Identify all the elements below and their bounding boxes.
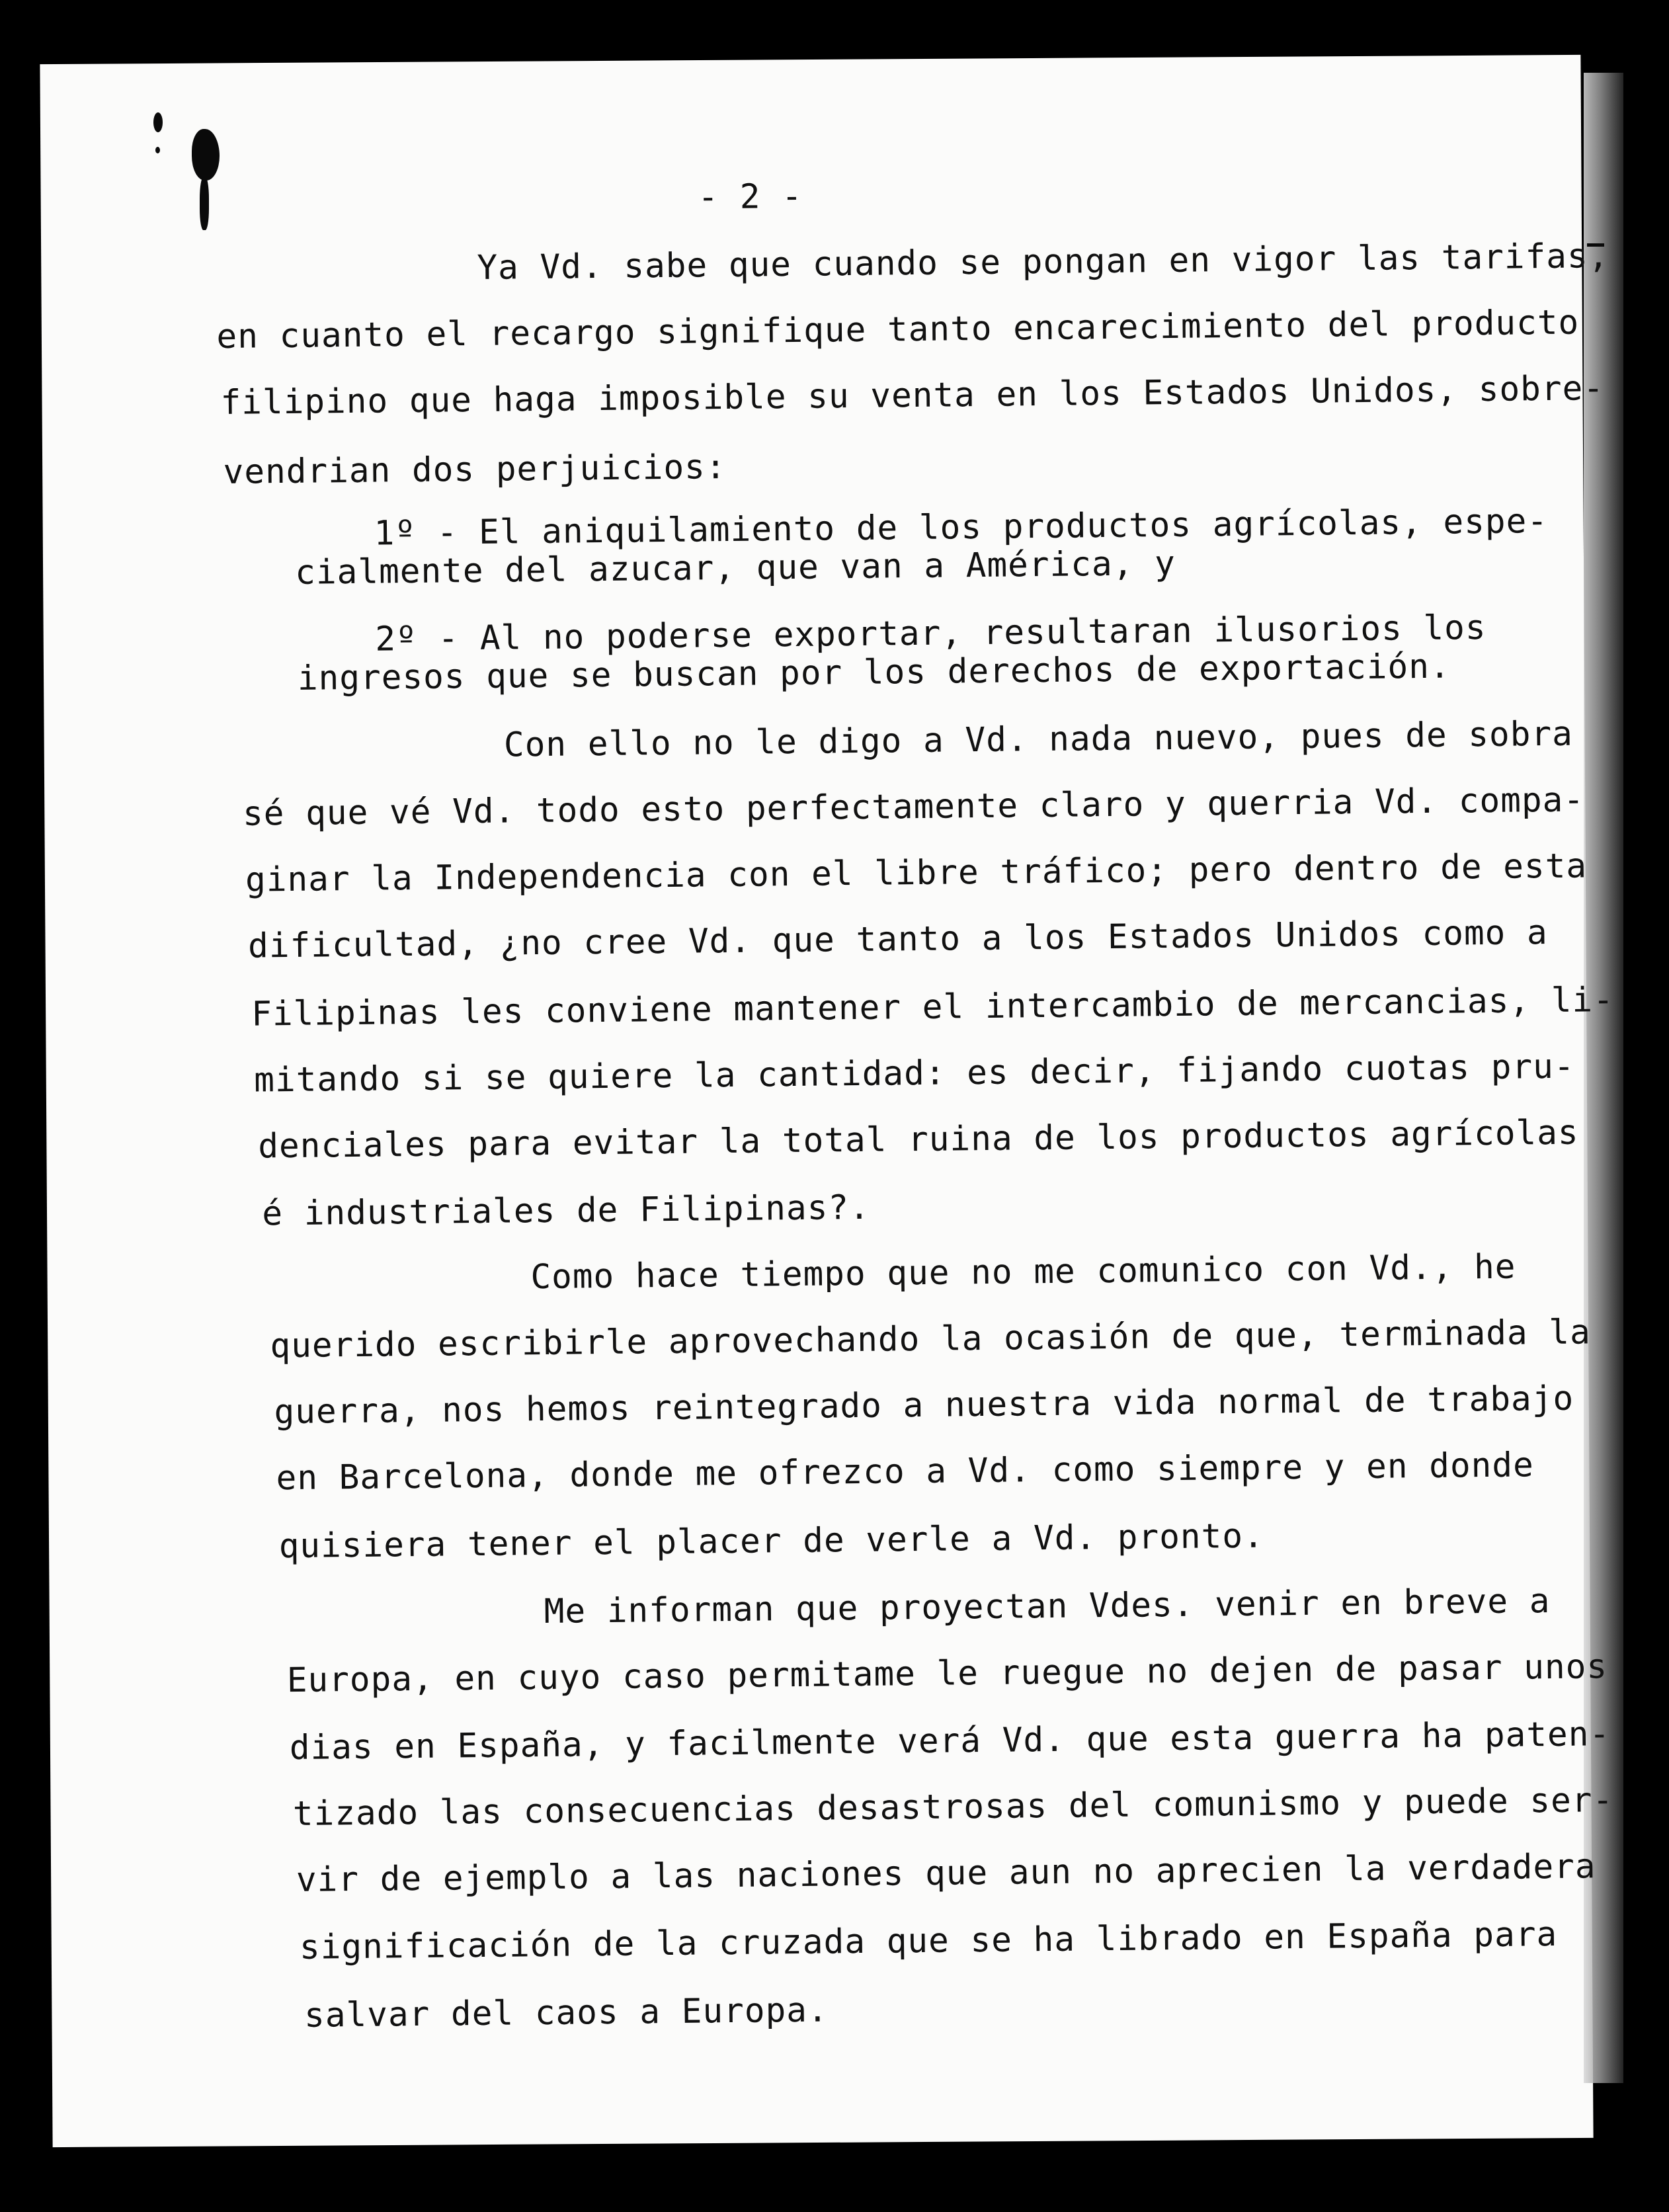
text-line: Europa, en cuyo caso permitame le ruegue no dejen de pasar unos (286, 1647, 1608, 1701)
text-line: querido escribirle aprovechando la ocasión de que, terminada la (270, 1313, 1592, 1366)
text-line: Con ello no le digo a Vd. nada nuevo, pues de sobra (503, 714, 1574, 765)
text-line: tizado las consecuencias desastrosas del comunismo y puede ser- (292, 1781, 1614, 1834)
text-line: en cuanto el recargo signifique tanto encarecimiento del producto (216, 303, 1580, 357)
text-line: mitando si se quiere la cantidad: es decir, fijando cuotas pru- (253, 1047, 1575, 1100)
text-line: quisiera tener el placer de verle a Vd. pronto. (278, 1516, 1264, 1567)
text-line: é industriales de Filipinas?. (262, 1188, 871, 1234)
text-line: 2º - Al no poderse exportar, resultaran ilusorios los (374, 608, 1486, 659)
text-line: sé que vé Vd. todo esto perfectamente claro y querria Vd. compa- (242, 780, 1585, 834)
text-line: dias en España, y facilmente verá Vd. que esta guerra ha paten- (289, 1715, 1611, 1768)
text-line: Me informan que proyectan Vdes. venir en breve a (544, 1582, 1551, 1631)
text-line: 1º - El aniquilamiento de los productos agrícolas, espe- (374, 502, 1549, 553)
page-number: - 2 - (698, 177, 803, 218)
text-line: Como hace tiempo que no me comunico con Vd., he (530, 1247, 1516, 1297)
text-line: vir de ejemplo a las naciones que aun no aprecien la verdadera (296, 1847, 1596, 1900)
text-line: guerra, nos hemos reintegrado a nuestra vida normal de trabajo (274, 1379, 1574, 1432)
text-line: Filipinas les conviene mantener el intercambio de mercancias, li- (251, 980, 1615, 1034)
text-line: significación de la cruzada que se ha librado en España para (299, 1914, 1558, 1967)
text-line: cialmente del azucar, que van a América, y (294, 544, 1176, 593)
text-line: Ya Vd. sabe que cuando se pongan en vigor las tarifas, (477, 237, 1609, 288)
text-line: ginar la Independencia con el libre tráfico; pero dentro de esta (245, 846, 1588, 900)
text-line: dificultad, ¿no cree Vd. que tanto a los Estados Unidos como a (247, 913, 1549, 966)
text-line: ingresos que se buscan por los derechos de exportación. (297, 647, 1451, 698)
text-line: vendrian dos perjuicios: (223, 448, 727, 492)
text-line: denciales para evitar la total ruina de los productos agrícolas (258, 1113, 1579, 1167)
text-line: salvar del caos a Europa. (304, 1990, 829, 2035)
text-line: en Barcelona, donde me ofrezco a Vd. como siempre y en donde (276, 1446, 1535, 1498)
text-line: filipino que haga imposible su venta en los Estados Unidos, sobre- (220, 369, 1605, 423)
